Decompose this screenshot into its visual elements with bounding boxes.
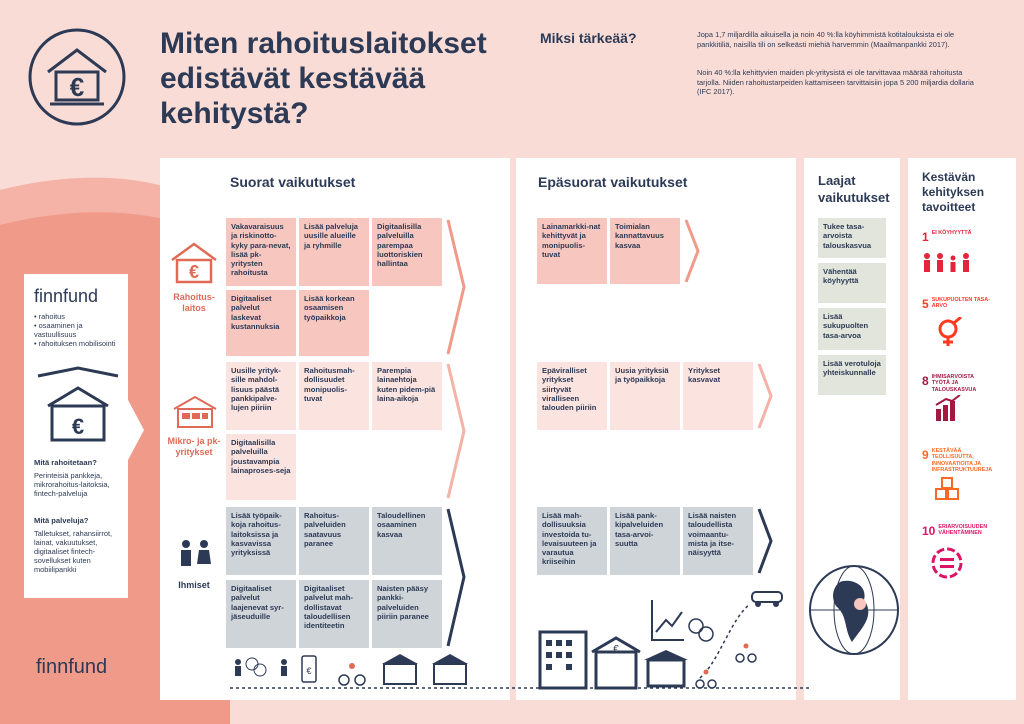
- chart-icon: [652, 600, 713, 641]
- finnfund-sidebar: [24, 274, 128, 598]
- gender-equality-icon: [934, 317, 964, 347]
- direct-r3-box-4: Digitaaliset palvelut laajenevat syr-jäseuduille: [226, 580, 296, 648]
- bank-house-icon: [34, 366, 122, 446]
- sdg-goal-10: 10 ERIARVOISUUDEN VÄHENTÄMINEN: [922, 524, 998, 580]
- direct-r2-box-2: Rahoitusmah-dollisuudet monipuolis-tuvat: [299, 362, 369, 430]
- direct-r3-box-5: Digitaaliset palvelut mah-dollistavat taloudellisen identiteetin: [299, 580, 369, 648]
- indirect-r3-box-1: Lisää mah-dollisuuksia investoida tu-levaisuuteen ja varautua kriiseihin: [537, 507, 607, 575]
- direct-r1-box-1: Vakavaraisuus ja riskinotto-kyky para-nevat, lisää pk-yritysten rahoitusta: [226, 218, 296, 286]
- why-heading: Miksi tärkeää?: [540, 30, 637, 46]
- sdg-goal-5: 5 SUKUPUOLTEN TASA-ARVO: [922, 297, 992, 347]
- row-label-people: Ihmiset: [178, 580, 210, 590]
- bullet-item: • rahoituksen mobilisointi: [34, 339, 116, 348]
- sdg-goal-8: 8 IHMISARVOISTA TYÖTÄ JA TALOUSKASVUA: [922, 374, 992, 421]
- phone-icon: [302, 656, 316, 682]
- globe-icon: [810, 566, 898, 654]
- indirect-r2-box-2: Uusia yrityksiä ja työpaikkoja: [610, 362, 680, 430]
- direct-r1-box-2: Lisää palveluja uusille alueille ja ryhmille: [299, 218, 369, 286]
- broad-item-2: Vähentää köyhyyttä: [818, 263, 886, 303]
- direct-r3-box-2: Rahoitus-palveluiden saatavuus paranee: [299, 507, 369, 575]
- bottom-logo: finnfund: [36, 656, 108, 678]
- direct-r2-box-3: Parempia lainaehtoja kuten pidem-piä laina-aikoja: [372, 362, 442, 430]
- direct-r3-box-3: Taloudellinen osaaminen kasvaa: [372, 507, 442, 575]
- finnfund-logo: finnfund: [34, 286, 99, 306]
- broad-item-3: Lisää sukupuolten tasa-arvoa: [818, 308, 886, 350]
- bicycle-icon: [696, 644, 756, 689]
- broad-item-4: Lisää verotuloja yhteiskunnalle: [818, 355, 886, 395]
- shop-icon: [172, 395, 218, 429]
- bottom-illustration: [160, 560, 980, 700]
- broad-heading: Laajat vaikutukset: [818, 173, 890, 205]
- svg-text:€: €: [71, 414, 85, 439]
- why-paragraph-1: Jopa 1,7 miljardilla aikuisella ja noin 40 %:lla köyhimmistä kotitalouksista ei ole pankkitiliä, naisilla tili on selkeästi miehiä harvemmin (Maailmanpankki 2017).: [697, 30, 955, 49]
- people-coins-icon: [235, 658, 287, 676]
- question-2: Mitä palveluja?: [34, 516, 89, 525]
- cubes-icon: [934, 476, 964, 502]
- answer-2: Talletukset, rahansiirrot, lainat, vakuutukset, digitaaliset fintech-sovellukset kuten mobiilipankki: [34, 529, 113, 574]
- row-label-smes: Mikro- ja pk-yritykset: [167, 436, 221, 457]
- svg-text:€: €: [188, 262, 200, 282]
- shop-icon: [382, 654, 468, 684]
- direct-heading: Suorat vaikutukset: [230, 174, 356, 190]
- chevron-right-icon: [755, 362, 775, 430]
- sidebar-bullets: [34, 312, 122, 348]
- bank-logo-icon: [26, 26, 128, 128]
- direct-r2-box-1: Uusille yrityk-sille mahdol-lisuus päästä pankkipalve-lujen piiriin: [226, 362, 296, 430]
- svg-text:€: €: [613, 644, 619, 655]
- indirect-r2-box-1: Epäviralliset yritykset siirtyvät viralliseen talouden piiriin: [537, 362, 607, 430]
- sdg-goal-1: 1 EI KÖYHYYTTÄ: [922, 230, 992, 274]
- direct-r3-box-1: Lisää työpaik-koja rahoitus-laitoksissa ja kasvavissa yrityksissä: [226, 507, 296, 575]
- indirect-r3-box-2: Lisää pank-kipalveluiden tasa-arvoi-suutta: [610, 507, 680, 575]
- direct-r1-box-4: Digitaaliset palvelut laskevat kustannuksia: [226, 290, 296, 356]
- bullet-item: • rahoitus: [34, 312, 65, 321]
- growth-chart-icon: [934, 395, 964, 421]
- why-paragraph-2: Noin 40 %:lla kehittyvien maiden pk-yritysistä ei ole tarvittavaa määrää rahoitusta tarjolla. Niiden rahoitustarpeiden kattamiseen tarvittaisiin jopa 5 200 miljardia dollaria (IFC 2017).: [697, 68, 974, 97]
- page-title: Miten rahoituslaitokset edistävät kestävää kehitystä?: [160, 27, 487, 130]
- row-label-institution: Rahoitus-laitos: [173, 292, 215, 313]
- broad-item-1: Tukee tasa-arvoista talouskasvua: [818, 218, 886, 258]
- indirect-heading: Epäsuorat vaikutukset: [538, 174, 688, 190]
- indirect-r1-box-2: Toimialan kannattavuus kasvaa: [610, 218, 680, 284]
- sdg-heading: Kestävän kehityksen tavoitteet: [922, 170, 985, 214]
- bank-icon: [168, 240, 220, 286]
- family-icon: [922, 252, 978, 274]
- indirect-r3-box-3: Lisää naisten taloudellista voimaantu-mista ja itse-näisyyttä: [683, 507, 753, 575]
- direct-r1-box-3: Digitaalisilla palveluilla parempaa luottoriskien hallintaa: [372, 218, 442, 286]
- chevron-right-icon: [682, 218, 702, 284]
- indirect-r1-box-1: Lainamarkki-nat kehittyvät ja monipuolis-tuvat: [537, 218, 607, 284]
- chevron-right-icon: [444, 362, 468, 500]
- direct-r3-box-6: Naisten pääsy pankki-palveluiden piiriin paranee: [372, 580, 442, 648]
- direct-r2-box-4: Digitaalisilla palveluilla joustavampia lainaproses-seja: [226, 434, 296, 500]
- indirect-r2-box-3: Yritykset kasvavat: [683, 362, 753, 430]
- sidebar-arrow-icon: [128, 400, 148, 460]
- answer-1: Perinteisiä pankkeja, mikrorahoitus-laitoksia, fintech-palveluja: [34, 471, 110, 498]
- chevron-right-icon: [444, 218, 468, 356]
- bicycle-icon: [339, 663, 365, 685]
- bullet-item: • osaaminen ja vastuullisuus: [34, 321, 83, 339]
- svg-text:€: €: [69, 72, 85, 102]
- svg-text:€: €: [306, 666, 312, 676]
- direct-r1-box-5: Lisää korkean osaamisen työpaikkoja: [299, 290, 369, 356]
- car-icon: [752, 592, 782, 607]
- sdg-goal-9: 9 KESTÄVÄÄ TEOLLISUUTTA, INNOVAATIOITA JA INFRASTRUKTUUREJA: [922, 448, 992, 502]
- question-1: Mitä rahoitetaan?: [34, 458, 97, 467]
